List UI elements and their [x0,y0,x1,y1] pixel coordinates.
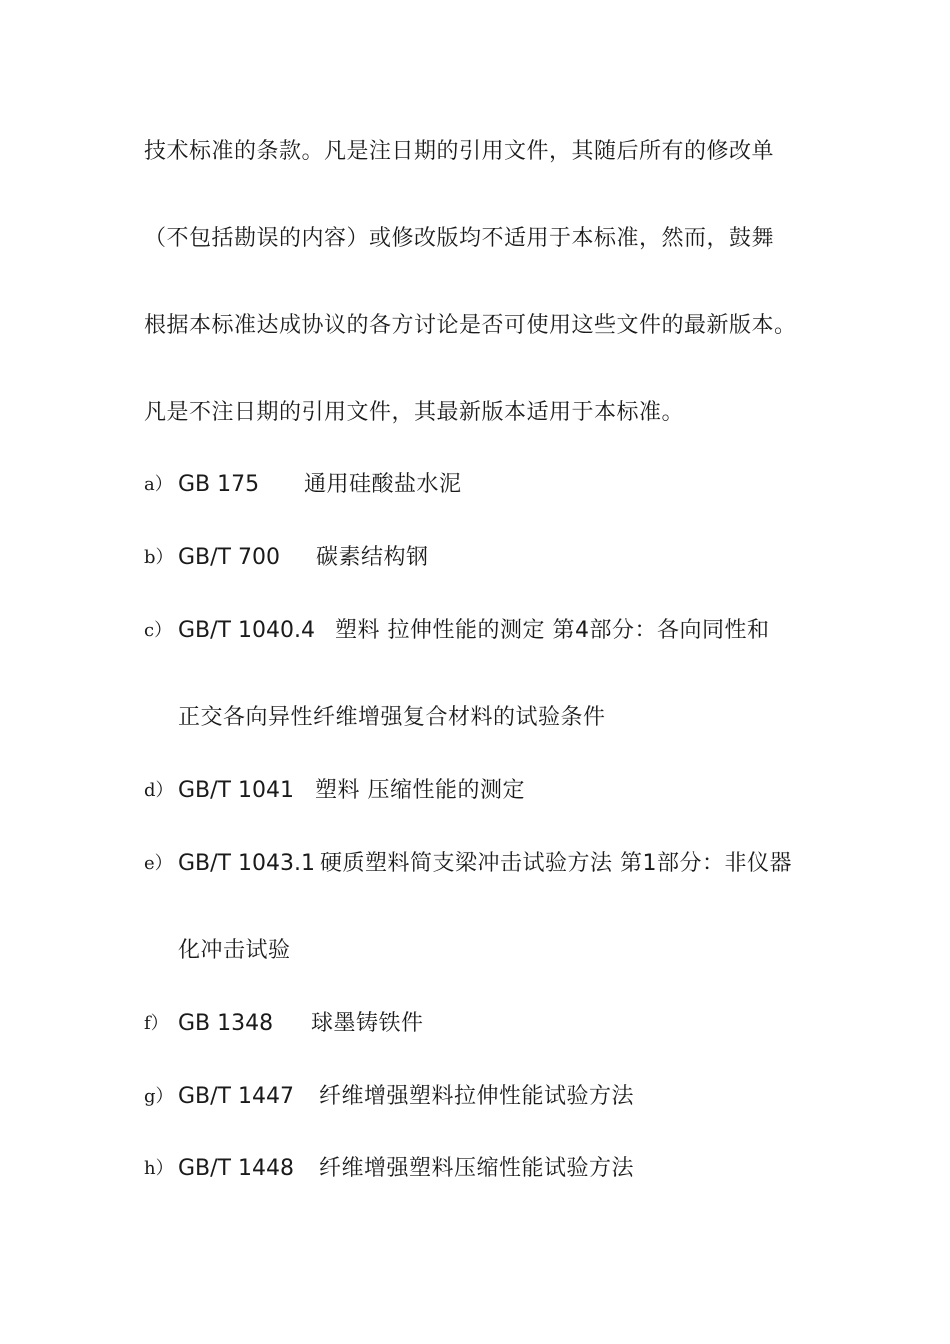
reference-title: 塑料 压缩性能的测定 [315,778,525,803]
reference-code: GB/T 1448 [178,1156,294,1181]
reference-marker: b） [144,547,174,568]
reference-code: GB/T 1043.1 [178,851,315,876]
reference-marker: c） [144,620,173,641]
reference-title: 纤维增强塑料拉伸性能试验方法 [319,1084,635,1109]
reference-marker: a） [144,474,173,495]
reference-marker: h） [144,1158,174,1179]
reference-title: 球墨铸铁件 [311,1011,424,1036]
reference-continuation: 化冲击试验 [178,938,291,963]
reference-code: GB/T 1041 [178,778,294,803]
paragraph-line: （不包括勘误的内容）或修改版均不适用于本标准，然而，鼓舞 [144,226,775,251]
paragraph-line: 技术标准的条款。凡是注日期的引用文件，其随后所有的修改单 [144,139,775,164]
reference-code: GB/T 700 [178,545,280,570]
reference-code: GB/T 1447 [178,1084,294,1109]
reference-code: GB 175 [178,472,260,497]
reference-marker: e） [144,853,173,874]
reference-marker: g） [144,1086,174,1107]
paragraph-line: 根据本标准达成协议的各方讨论是否可使用这些文件的最新版本。 [144,313,797,338]
reference-code: GB 1348 [178,1011,274,1036]
reference-continuation: 正交各向异性纤维增强复合材料的试验条件 [178,705,606,730]
reference-title: 硬质塑料简支梁冲击试验方法 第1部分：非仪器 [320,851,792,876]
reference-title: 碳素结构钢 [316,545,429,570]
reference-title: 纤维增强塑料压缩性能试验方法 [319,1156,635,1181]
paragraph-line: 凡是不注日期的引用文件，其最新版本适用于本标准。 [144,400,685,425]
reference-marker: d） [144,780,174,801]
reference-code: GB/T 1040.4 [178,618,315,643]
reference-title: 塑料 拉伸性能的测定 第4部分：各向同性和 [335,618,770,643]
reference-marker: f） [144,1013,169,1034]
reference-title: 通用硅酸盐水泥 [304,472,462,497]
